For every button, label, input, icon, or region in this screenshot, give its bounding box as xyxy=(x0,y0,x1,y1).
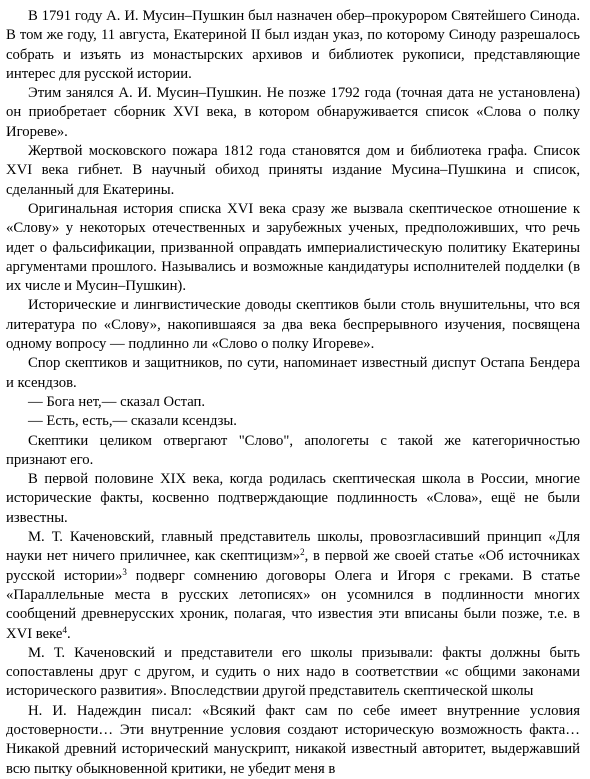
paragraph xyxy=(6,432,580,471)
paragraph xyxy=(6,142,580,200)
footnote-ref[interactable]: 4 xyxy=(62,624,67,635)
paragraph-text: В 1791 году А. И. Мусин–Пушкин был назначен обер–прокурором Святейшего Синода. В том же году, 11 августа, Екатериной II был издан указ, по которому Синоду разрешалось собрать и изъять из монастырских архивов и библиотек рукописи, представляющие интерес для русской истории. xyxy=(6,8,580,82)
paragraph-text: Скептики целиком отвергают "Слово", апологеты с такой же категоричностью признают его. xyxy=(6,432,580,468)
paragraph-text: Этим занялся А. И. Мусин–Пушкин. Не позже 1792 года (точная дата не установлена) он приобретает сборник XVI века, в котором обнаруживается список «Слова о полку Игореве». xyxy=(6,85,580,140)
paragraph-text: Оригинальная история списка XVI века сразу же вызвала скептическое отношение к «Слову» у некоторых отечественных и зарубежных ученых, предположивших, что речь идет о фальсификации, призванной оправдать империалистическую политику Екатерины аргументами прошлого. Назывались и возможные кандидатуры исполнителей подделки (в их числе и Мусин–Пушкин). xyxy=(6,200,580,295)
dialogue-line xyxy=(6,393,580,412)
paragraph xyxy=(6,296,580,354)
paragraph-text: Спор скептиков и защитников, по сути, напоминает известный диспут Остапа Бендера и ксендзов. xyxy=(6,355,580,391)
paragraph-text: В первой половине XIX века, когда родилась скептическая школа в России, многие исторические факты, косвенно подтверждающие подлинность «Слова», ещё не были известны. xyxy=(6,471,580,526)
paragraph-text: . xyxy=(66,625,71,642)
footnote-ref[interactable]: 2 xyxy=(300,547,305,558)
paragraph-text: Жертвой московского пожара 1812 года становятся дом и библиотека графа. Список XVI века гибнет. В научный обиход приняты издание Мусина–Пушкина и список, сделанный для Екатерины. xyxy=(6,143,580,198)
dialogue-line xyxy=(6,412,580,431)
paragraph-text: — Есть, есть,— сказали ксендзы. xyxy=(28,413,237,430)
footnote-ref[interactable]: 3 xyxy=(122,566,127,577)
paragraph xyxy=(6,470,580,528)
paragraph-text: М. Т. Каченовский и представители его школы призывали: факты должны быть сопоставлены друг с другом, и судить о них надо в соответствии «с общими законами исторического развития». Впоследствии другой представитель скептической школы xyxy=(6,644,580,700)
paragraph-text: Исторические и лингвистические доводы скептиков были столь внушительны, что вся литература по «Слову», накопившаяся за два века беспрерывного изучения, посвящена одному вопросу — подлинно ли «Слово о полку Игореве». xyxy=(6,297,580,353)
paragraph xyxy=(6,644,580,702)
paragraph-text: Н. И. Надеждин писал: «Всякий факт сам по себе имеет внутренние условия достоверности… Эти внутренние условия создают историческую возможность факта… Никакой древний исторический манускрипт, никакой известный авторитет, выдержавший всю пытку обыкновенной критики, не убедит меня в xyxy=(6,702,580,777)
paragraph xyxy=(6,702,580,779)
paragraph-text: М. Т. Каченовский, главный представитель школы, провозгласивший принцип «Для науки нет ничего приличнее, как скептицизм» xyxy=(6,529,580,565)
paragraph-text: подверг сомнению договоры Олега и Игоря с греками. В статье «Параллельные места в русских летописях» он усомнился в подлинности многих сообщений древнерусских хроник, полагая, что известия эти вписаны были позже, т.е. в XVI веке xyxy=(6,567,580,642)
paragraph xyxy=(6,528,580,644)
paragraph-text: — Бога нет,— сказал Остап. xyxy=(28,393,206,410)
paragraph xyxy=(6,354,580,393)
paragraph-text: , в первой же своей статье «Об источниках русской истории» xyxy=(6,548,580,584)
document-page xyxy=(6,7,580,779)
paragraph xyxy=(6,200,580,296)
paragraph xyxy=(6,7,580,84)
paragraph xyxy=(6,84,580,142)
